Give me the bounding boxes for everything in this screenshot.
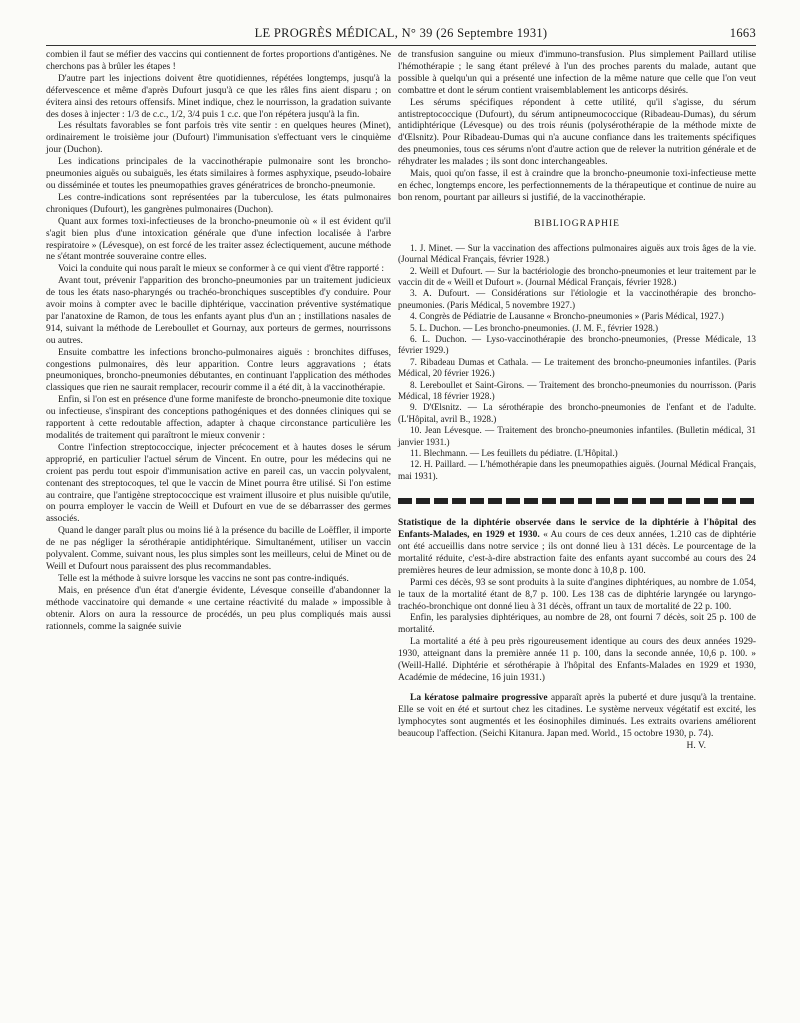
right-column-intro <box>398 50 756 205</box>
journal-title: LE PROGRÈS MÉDICAL, N° 39 (26 Septembre 1931) <box>254 26 548 40</box>
bibliography-entry: 9. D'Œlsnitz. — La sérothérapie des broncho-pneumonies de l'enfant et de l'adulte. (L'Hôpital, avril B., 1928.) <box>398 402 756 424</box>
bibliography-heading: BIBLIOGRAPHIE <box>534 218 620 229</box>
article-keratose-title: La kératose palmaire progressive <box>410 692 548 703</box>
article-diphtheria-p3: La mortalité a été à peu près rigoureusement identique au cours des deux années 1929-1930, atteignant dans la première année 11 p. 100, dans la seconde année, 10,6 p. 100. » (Weill-Hallé. Diphtérie et sérothérapie à l'hôpital des Enfants-Malades en 1929 et 1930, Académie de médecine, 16 juin 1931.) <box>398 637 756 683</box>
running-header <box>46 26 756 42</box>
bibliography-entry: 8. Lereboullet et Saint-Girons. — Traitement des broncho-pneumonies du nourrisson. (Paris Médical, 18 février 1928.) <box>398 379 756 401</box>
left-column-paragraph: Enfin, si l'on est en présence d'une forme manifeste de broncho-pneumonie dite toxique ou infectieuse, s'inspirant des conceptions pathogéniques et des données cliniques qui se rapportent à cette redoutable affection, adapter à chaque circonstance particulière les modalités de traitement qui paraîtront le mieux convenir : <box>46 395 391 441</box>
article-diphtheria-p0: « Au cours de ces deux années, 1.210 cas de diphtérie ont été accueillis dans notre service ; ils ont donné lieu à 131 décès. Le pourcentage de la mortalité réduite, c'est-à-dire abstraction faite des enfants ayant succombé au cours des 24 premières heures de leur admission, se monte donc à 10,8 p. 100. <box>398 530 757 576</box>
left-column-paragraph: Contre l'infection streptococcique, injecter précocement et à hautes doses le sérum approprié, en particulier l'actuel sérum de Vincent. En outre, pour les médecins qui ne croient pas perdu tout espoir d'immunisation active en pareil cas, un vaccin polyvalent, contenant des streptocoques, tel que le vaccin de Minet pourra être utilisé. Si l'on estime au contraire, que l'antigène streptococcique est vraiment illusoire et plus nuisible qu'utile, on pourra employer le vaccin de Weill et Dufourt en vue de se débarrasser des germes associés. <box>46 442 391 525</box>
bibliography-entry: 3. A. Dufourt. — Considérations sur l'étiologie et la vaccinothérapie des broncho-pneumonies. (Paris Médical, 5 novembre 1927.) <box>398 288 756 310</box>
right-column-paragraph: Les sérums spécifiques répondent à cette utilité, qu'il s'agisse, du sérum antistreptococcique (Dufourt), du sérum antipneumococcique (Ribadeau-Dumas), du sérum antidiphtérique (Lévesque) ou des trois réunis (polysérothérapie de la méthode mixte de d'Œlsnitz). Pour Ribadeau-Dumas qui n'a aucune confiance dans les traitements spécifiques des pneumonies, tous ces sérums n'ont d'autre action que de relever la nutrition générale et de réhydrater les malades ; ils sont donc interchangeables. <box>398 97 756 168</box>
bibliography-entry: 12. H. Paillard. — L'hémothérapie dans les pneumopathies aiguës. (Journal Médical Français, mai 1931). <box>398 459 756 481</box>
bibliography-entry: 1. J. Minet. — Sur la vaccination des affections pulmonaires aiguës aux trois âges de la vie. (Journal Médical Français, février 1928.) <box>398 242 756 265</box>
left-column <box>46 50 391 633</box>
left-column-paragraph: Les indications principales de la vaccinothérapie pulmonaire sont les broncho-pneumonies aiguës ou subaiguës, les états similaires à formes asphyxique, pseudo-lobaire ou disséminée et toutes les pneumopathies graves génératrices de broncho-pneumonie. <box>46 157 391 191</box>
article-diphtheria-title: Statistique de la diphtérie observée dans le service de la diphtérie à l'hôpital des Enfants-Malades, en 1929 et 1930. <box>398 518 756 541</box>
article-diphtheria-p1: Parmi ces décès, 93 se sont produits à la suite d'angines diphtériques, au nombre de 1.054, le taux de la mortalité étant de 8,7 p. 100. Les 138 cas de diphtérie laryngée ou laryngo-trachéo-bronchique ont donné lieu à 31 décès, offrant un taux de mortalité de 22 p. 100. <box>398 577 756 612</box>
right-column <box>398 50 756 752</box>
bibliography-entry: 11. Blechmann. — Les feuillets du pédiatre. (L'Hôpital.) <box>410 448 618 458</box>
bibliography-entry: 10. Jean Lévesque. — Traitement des broncho-pneumonies infantiles. (Bulletin médical, 31 janvier 1931.) <box>398 425 756 447</box>
right-column-paragraph: de transfusion sanguine ou mieux d'immuno-transfusion. Plus simplement Paillard utilise l'hémothérapie ; le sang étant prélevé à l'un des proches parents du malade, autant que possible à quelqu'un qui a présenté une infection de la même nature que celle que l'on veut combattre et dont le sérum contient vraisemblablement les anticorps désirés. <box>398 50 756 96</box>
section-separator <box>398 498 756 504</box>
left-column-paragraph: combien il faut se méfier des vaccins qui contiennent de fortes proportions d'antigènes. Ne cherchons pas à brûler les étapes ! <box>46 50 391 72</box>
bibliography-entry: 7. Ribadeau Dumas et Cathala. — Le traitement des broncho-pneumonies infantiles. (Paris Médical, 20 février 1926.) <box>398 356 756 379</box>
bibliography-entry: 6. L. Duchon. — Lyso-vaccinothérapie des broncho-pneumonies, (Presse Médicale, 13 février 1929.) <box>398 333 756 356</box>
left-column-paragraph: Quant aux formes toxi-infectieuses de la broncho-pneumonie où « il est évident qu'il s'agit bien plus d'une intoxication générale que d'une infection localisée à l'arbre respiratoire » (Lévesque), on est forcé de les traiter assez éclectiquement, aucune méthode ne s'étant montrée souveraine contre elles. <box>46 216 391 263</box>
left-column-paragraph: Avant tout, prévenir l'apparition des broncho-pneumonies par un traitement judicieux de tous les états naso-pharyngés ou trachéo-bronchiques susceptibles d'y conduire. Pour avoir moins à compter avec le bacille diphtérique, vaccination préventive systématique par l'anatoxine de Ramon, de tous les enfants ayant plus d'un an ; instillations nasales de 914, suivant la méthode de Lereboullet et Gournay, aux porteurs de germes, nourrissons ou autres. <box>46 276 391 346</box>
page-number: 1663 <box>729 26 756 40</box>
left-column-paragraph: Mais, en présence d'un état d'anergie évidente, Lévesque conseille d'abandonner la méthode vaccinatoire qui demande « une certaine réactivité du malade » impossible à obtenir. Alors on aura la ressource de procédés, un peu plus compliqués mais aussi rationnels, comme la saignée suivie <box>46 585 391 632</box>
article-signature: H. V. <box>686 740 706 751</box>
bibliography-list <box>398 243 756 483</box>
left-column-paragraph: Les contre-indications sont représentées par la tuberculose, les états pulmonaires chroniques (Dufourt), les gangrènes pulmonaires (Duchon). <box>46 192 391 215</box>
right-column-paragraph: Mais, quoi qu'on fasse, il est à craindre que la broncho-pneumonie toxi-infectieuse mette en échec, longtemps encore, les perfectionnements de la thérapeutique et continue de nuire au bon renom, pourtant par ailleurs si justifié, de la vaccinothérapie. <box>398 169 756 203</box>
header-rule <box>46 45 756 46</box>
article-diphtheria-p2: Enfin, les paralysies diphtériques, au nombre de 28, ont fourni 7 décès, soit 25 p. 100 de mortalité. <box>398 613 756 636</box>
left-column-paragraph: Quand le danger paraît plus ou moins lié à la présence du bacille de Loëffler, il importe de ne pas négliger la sérothérapie antidiphtérique. Simultanément, utiliser un vaccin polyvalent. Comme, suivant nous, les plus simples sont les meilleurs, celui de Minet ou de Weill et Dufourt nous paraissent des plus recommandables. <box>46 526 391 572</box>
left-column-paragraph: Ensuite combattre les infections broncho-pulmonaires aiguës : bronchites diffuses, congestions pulmonaires, dès leur apparition. Contre leurs aggravations ; états pneumoniques, broncho-pneumonies débutantes, en continuant l'application des méthodes classiques que rien ne saurait remplacer, recourir comme il a été dit, à la vaccinothérapie. <box>46 347 391 394</box>
article-keratose-text: apparaît après la puberté et dure jusqu'à la trentaine. Elle se voit en été et surtout chez les citadines. Le système nerveux végétatif est excité, les lymphocytes sont augmentés et les éosinophiles diminués. Les extraits ovariens améliorent beaucoup l'affection. (Seichi Kitanura. Japan med. World., 15 octobre 1930, p. 74). <box>398 692 756 739</box>
article-keratose <box>398 693 756 753</box>
bibliography-entry: 4. Congrès de Pédiatrie de Lausanne « Broncho-pneumonies » (Paris Médical, 1927.) <box>410 311 724 322</box>
article-diphtheria <box>398 518 756 685</box>
left-column-paragraph: Voici la conduite qui nous paraît le mieux se conformer à ce qui vient d'être rapporté : <box>58 264 385 275</box>
left-column-paragraph: Les résultats favorables se font parfois très vite sentir : en quelques heures (Minet), ordinairement le troisième jour (Dufourt) l'immunisation s'effectuant vers le cinquième jour (Duchon). <box>46 121 391 156</box>
bibliography-entry: 2. Weill et Dufourt. — Sur la bactériologie des broncho-pneumonies et leur traitement par le vaccin dit de « Weill et Dufourt ». (Journal Médical Français, février 1928.) <box>398 265 756 287</box>
left-column-paragraph: Telle est la méthode à suivre lorsque les vaccins ne sont pas contre-indiqués. <box>58 573 349 584</box>
left-column-paragraph: D'autre part les injections doivent être quotidiennes, répétées longtemps, jusqu'à la défervescence et même d'après Dufourt jusqu'à ce que les râles fins aient disparu ; on évitera ainsi des retours offensifs. Minet indique, chez le nourrisson, la gradation suivante des doses à injecter : 1/3 de c.c., 1/2, 3/4 puis 1 c.c. que l'on répétera jusqu'à la fin. <box>46 73 391 120</box>
bibliography-entry: 5. L. Duchon. — Les broncho-pneumonies. (J. M. F., février 1928.) <box>410 322 659 333</box>
